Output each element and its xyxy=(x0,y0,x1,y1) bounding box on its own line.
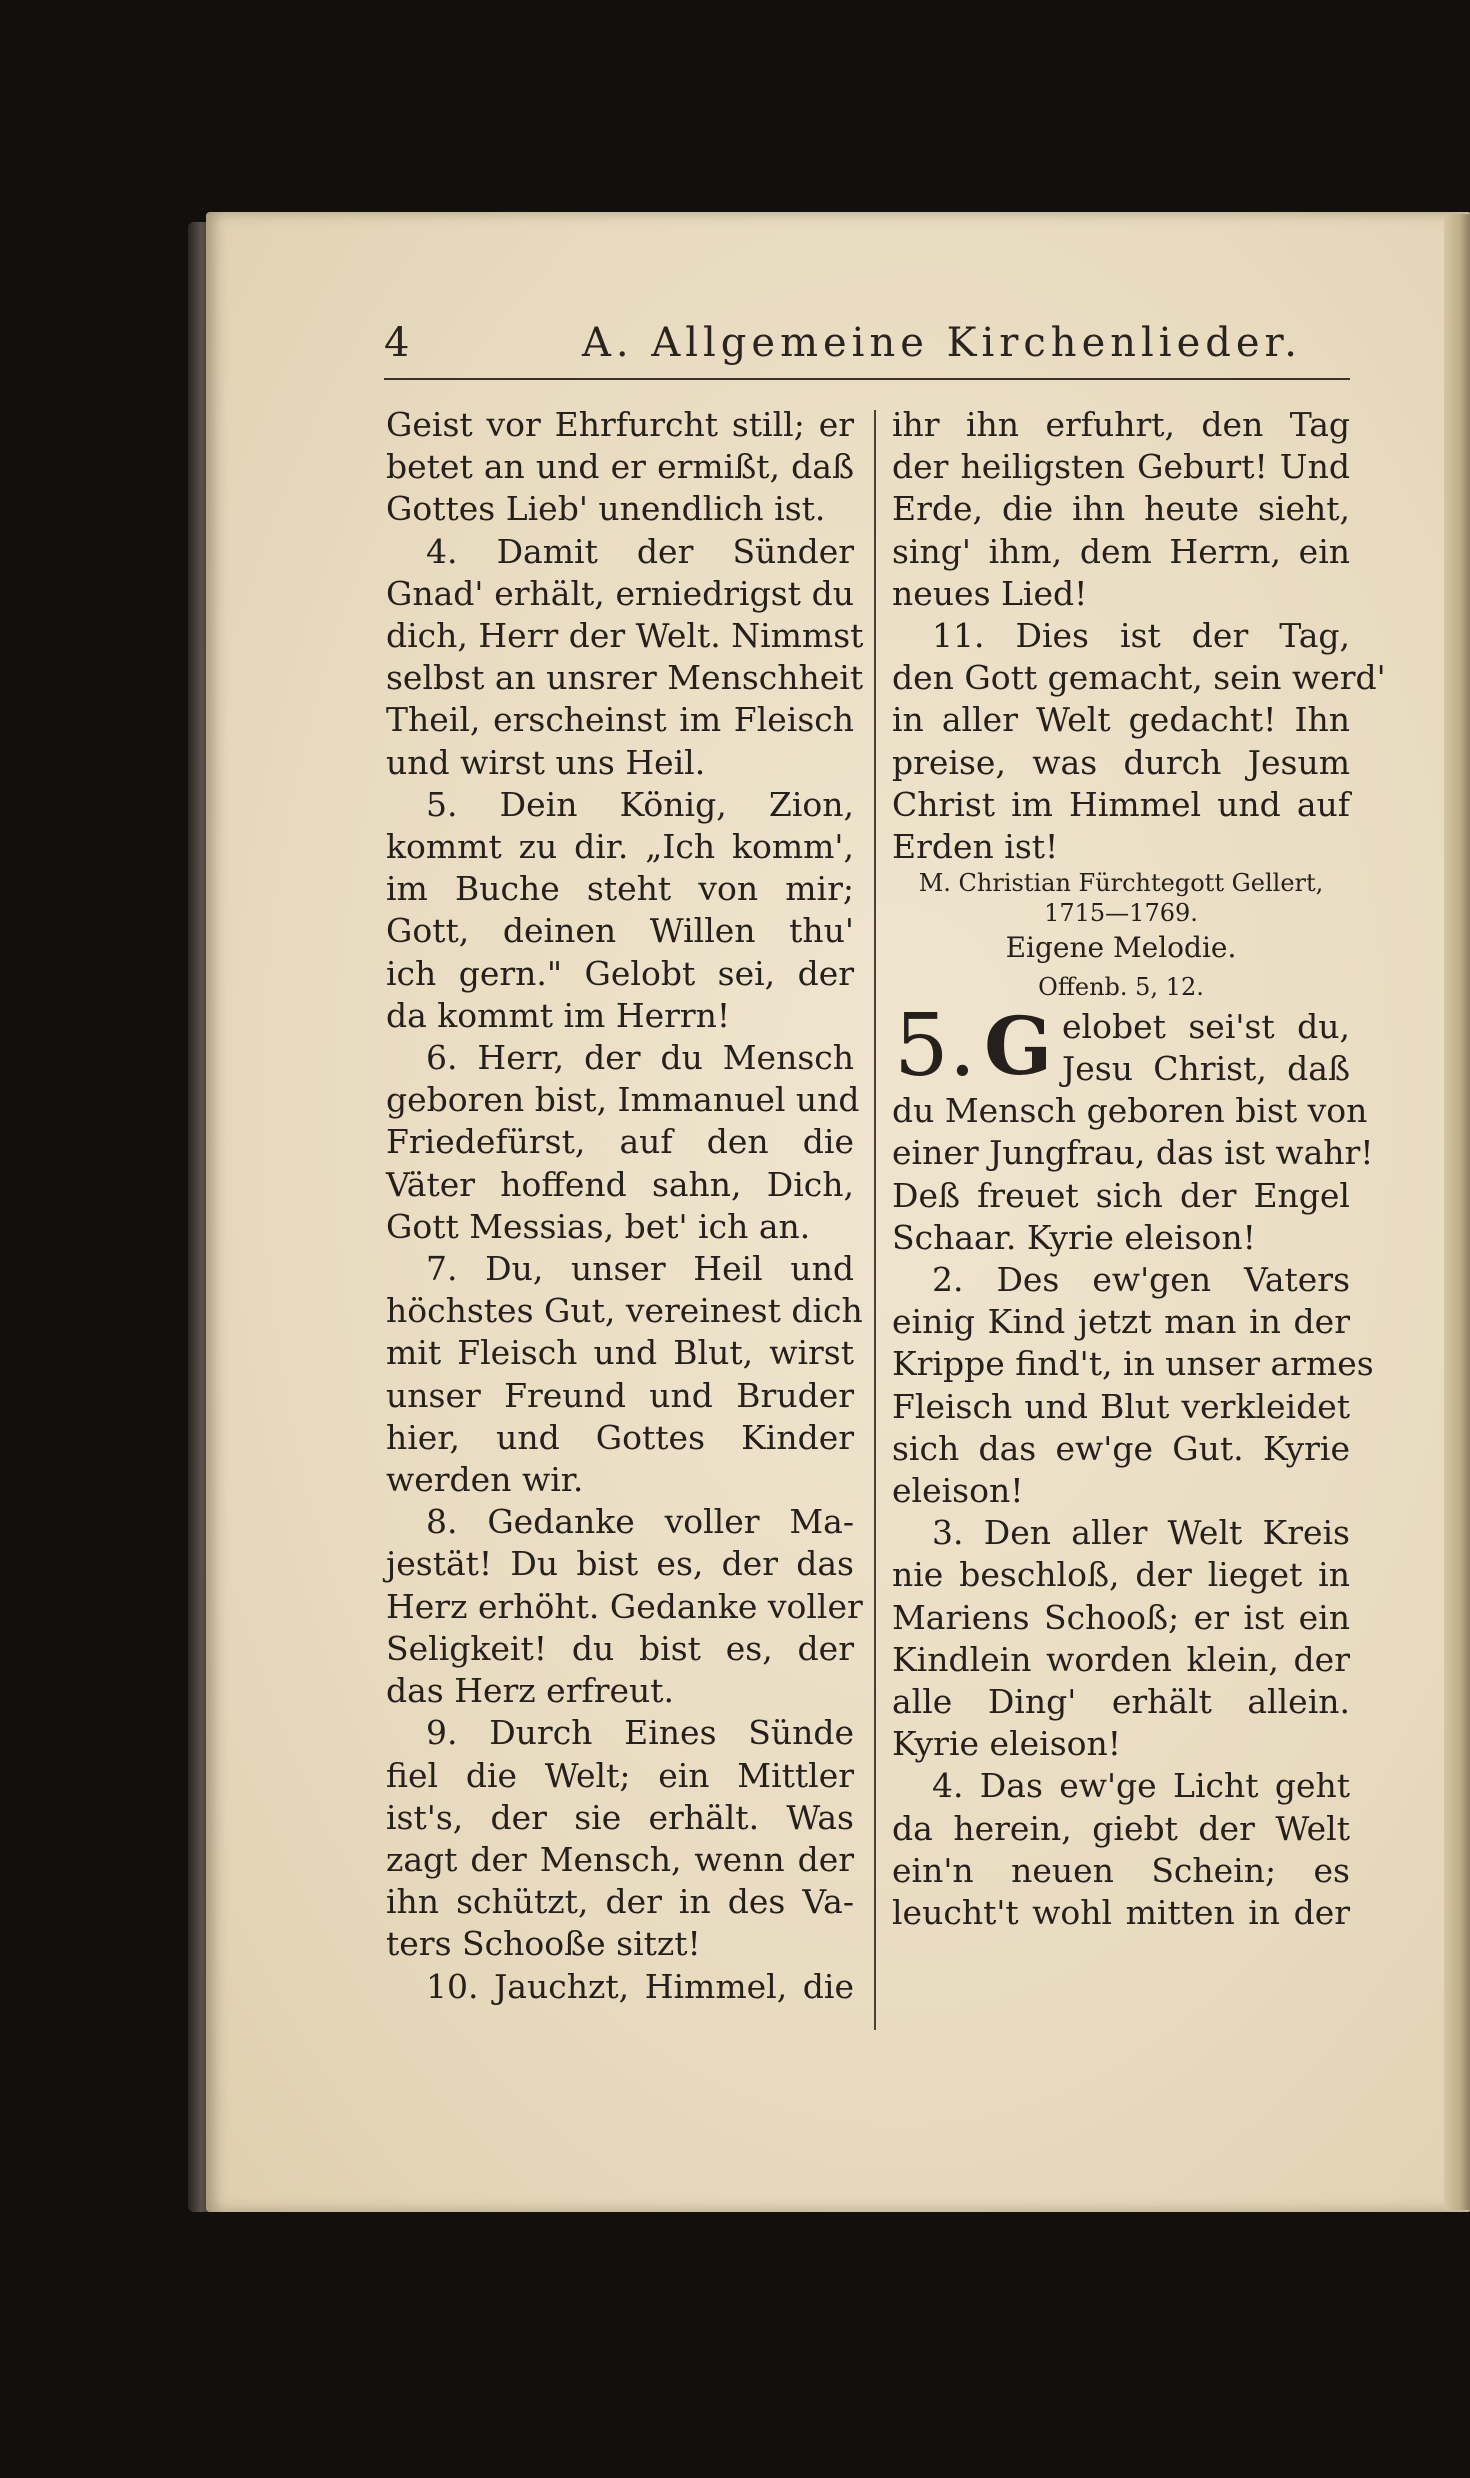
text-line: Schaar. Kyrie eleison! xyxy=(892,1217,1256,1257)
text-line: Mariens Schooß; er ist ein xyxy=(892,1597,1350,1637)
verse-start: 4. Damit der Sünder xyxy=(426,531,854,571)
text-line: Deß freuet sich der Engel xyxy=(892,1175,1350,1215)
text-line: ich gern." Gelobt sei, der xyxy=(386,953,854,993)
text-line: elobet sei'st du, xyxy=(1062,1007,1350,1047)
text-line: mit Fleisch und Blut, wirst xyxy=(386,1333,854,1373)
text-line: sing' ihm, dem Herrn, ein xyxy=(892,531,1350,571)
drop-cap: G xyxy=(984,999,1053,1094)
text-line: sich das ew'ge Gut. Kyrie xyxy=(892,1428,1350,1468)
text-line: Theil, erscheinst im Fleisch xyxy=(386,700,854,740)
text-line: fiel die Welt; ein Mittler xyxy=(386,1755,854,1795)
running-head: A. Allgemeine Kirchenlieder. xyxy=(582,320,1302,366)
text-line: und wirst uns Heil. xyxy=(386,742,706,782)
page-edge xyxy=(1444,214,1470,2210)
verse-start: 7. Du, unser Heil und xyxy=(426,1249,854,1289)
text-line: hier, und Gottes Kinder xyxy=(386,1417,854,1457)
text-line: werden wir. xyxy=(386,1460,584,1500)
verse-start: 4. Das ew'ge Licht geht xyxy=(932,1766,1350,1806)
text-line: eleison! xyxy=(892,1471,1024,1511)
text-line: in aller Welt gedacht! Ihn xyxy=(892,700,1350,740)
text-line: ihr ihn erfuhrt, den Tag xyxy=(892,405,1350,444)
right-column xyxy=(892,404,1386,1934)
text-line: Gottes Lieb' unendlich ist. xyxy=(386,489,826,529)
author-name: M. Christian Fürchtegott Gellert, xyxy=(918,869,1324,898)
verse-start: 2. Des ew'gen Vaters xyxy=(932,1260,1350,1300)
verse-start: 9. Durch Eines Sünde xyxy=(426,1713,854,1753)
text-line: Jesu Christ, daß xyxy=(1062,1049,1350,1089)
text-line: im Buche steht von mir; xyxy=(386,869,854,909)
verse-start: 6. Herr, der du Mensch xyxy=(426,1038,854,1078)
hymn-first-lines xyxy=(1062,1006,1350,1090)
author-dates: 1715—1769. xyxy=(1044,899,1198,928)
verse-start: 5. Dein König, Zion, xyxy=(426,784,854,824)
text-line: Väter hoffend sahn, Dich, xyxy=(386,1164,854,1204)
verse-start: 8. Gedanke voller Ma- xyxy=(426,1502,854,1542)
text-line: leucht't wohl mitten in der xyxy=(892,1893,1350,1933)
text-line: da herein, giebt der Welt xyxy=(892,1808,1350,1848)
page-number: 4 xyxy=(384,320,410,366)
page-header xyxy=(384,320,1350,376)
verse-start: 11. Dies ist der Tag, xyxy=(932,616,1350,656)
text-line: zagt der Mensch, wenn der xyxy=(386,1839,854,1879)
text-line: geboren bist, Immanuel und xyxy=(386,1080,860,1120)
text-line: nie beschloß, der lieget in xyxy=(892,1555,1350,1595)
text-line: da kommt im Herrn! xyxy=(386,995,731,1035)
text-line: einer Jungfrau, das ist wahr! xyxy=(892,1133,1374,1173)
text-line: kommt zu dir. „Ich komm', xyxy=(386,827,854,867)
text-line: ist's, der sie erhält. Was xyxy=(386,1797,854,1837)
text-line: Christ im Himmel und auf xyxy=(892,784,1350,824)
text-line: ein'n neuen Schein; es xyxy=(892,1850,1350,1890)
verse-start: 3. Den aller Welt Kreis xyxy=(932,1513,1350,1553)
text-line: Erden ist! xyxy=(892,827,1059,867)
text-line: den Gott gemacht, sein werd' xyxy=(892,658,1386,698)
hymn-number: 5. xyxy=(894,996,977,1097)
text-line: der heiligsten Geburt! Und xyxy=(892,447,1350,487)
hymn-opening xyxy=(892,996,1350,1097)
text-line: das Herz erfreut. xyxy=(386,1671,675,1711)
text-line: betet an und er ermißt, daß xyxy=(386,447,854,487)
melody-note: Eigene Melodie. xyxy=(1005,931,1237,965)
text-line: dich, Herr der Welt. Nimmst xyxy=(386,616,864,656)
verse-start: 10. Jauchzt, Himmel, die xyxy=(426,1966,854,2006)
column-divider xyxy=(874,410,876,2030)
scripture-reference: Offenb. 5, 12. xyxy=(1038,973,1204,1002)
text-line: ihn schützt, der in des Va- xyxy=(386,1882,854,1922)
left-column xyxy=(386,404,864,2008)
text-line: Krippe find't, in unser armes xyxy=(892,1344,1374,1384)
text-line: Kyrie eleison! xyxy=(892,1724,1122,1764)
text-line: neues Lied! xyxy=(892,573,1088,613)
text-line: Gott, deinen Willen thu' xyxy=(386,911,854,951)
text-line: Seligkeit! du bist es, der xyxy=(386,1628,854,1668)
text-line: höchstes Gut, vereinest dich xyxy=(386,1291,863,1331)
text-line: einig Kind jetzt man in der xyxy=(892,1302,1350,1342)
text-line: preise, was durch Jesum xyxy=(892,742,1350,782)
text-line: Geist vor Ehrfurcht still; er xyxy=(386,405,854,444)
text-line: Erde, die ihn heute sieht, xyxy=(892,489,1350,529)
text-line: selbst an unsrer Menschheit xyxy=(386,658,864,698)
text-line: Friedefürst, auf den die xyxy=(386,1122,854,1162)
text-line: unser Freund und Bruder xyxy=(386,1375,854,1415)
text-line: Herz erhöht. Gedanke voller xyxy=(386,1586,863,1626)
text-line: Kindlein worden klein, der xyxy=(892,1639,1350,1679)
text-line: alle Ding' erhält allein. xyxy=(892,1682,1350,1722)
text-line: jestät! Du bist es, der das xyxy=(386,1544,854,1584)
text-line: du Mensch geboren bist von xyxy=(892,1091,1368,1131)
header-rule xyxy=(384,378,1350,380)
text-line: Gott Messias, bet' ich an. xyxy=(386,1206,811,1246)
text-line: Gnad' erhält, erniedrigst du xyxy=(386,573,854,613)
text-line: ters Schooße sitzt! xyxy=(386,1924,701,1964)
text-line: Fleisch und Blut verkleidet xyxy=(892,1386,1350,1426)
